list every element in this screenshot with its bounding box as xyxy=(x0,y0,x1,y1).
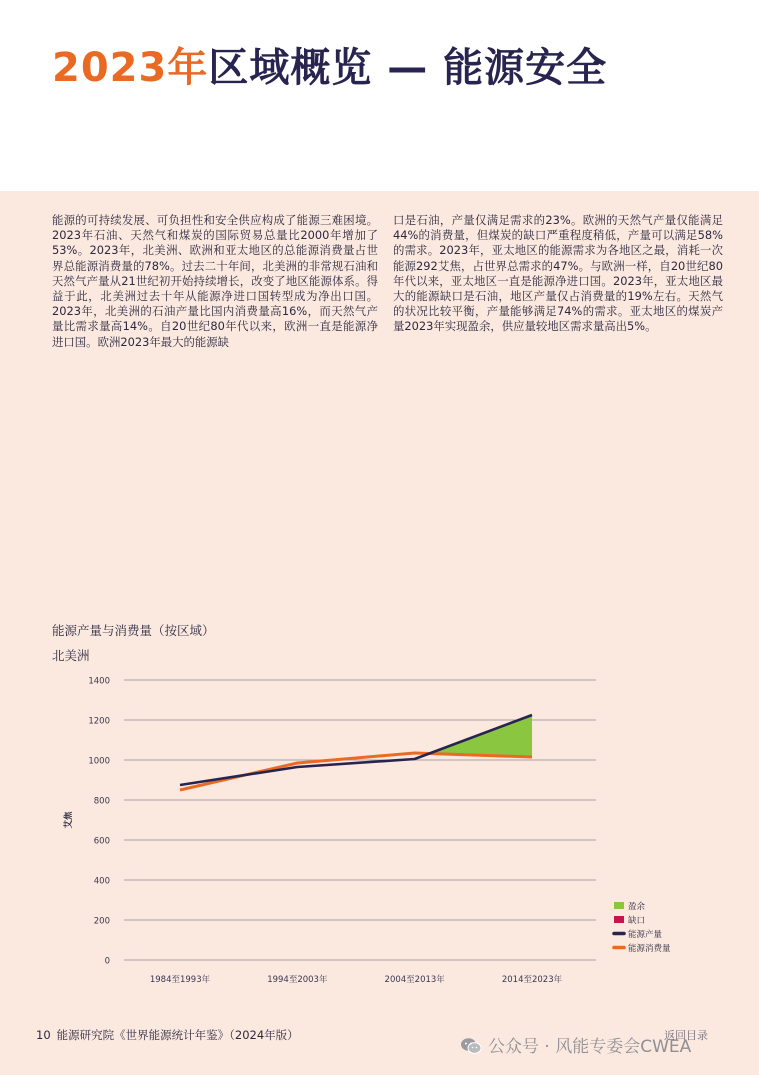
y-tick-label: 0 xyxy=(104,956,110,967)
watermark xyxy=(460,1032,691,1057)
legend-label: 能源消费量 xyxy=(628,944,671,954)
x-tick-label: 1984至1993年 xyxy=(149,975,211,985)
y-tick-label: 1000 xyxy=(88,756,110,767)
wechat-icon xyxy=(460,1037,482,1055)
page-number: 10 xyxy=(36,1028,51,1042)
body-text-left: 能源的可持续发展、可负担性和安全供应构成了能源三难困境。2023年石油、天然气和煤炭的国际贸易总量比2000年增加了53%。2023年，北美洲、欧洲和亚太地区的总能源消费量占世界总能源消费量的78%。过去二十年间，北美洲的非常规石油和天然气产量从21世纪初开始持续增长，改变了地区能源体系。得益于此，北美洲过去十年从能源净进口国转型成为净出口国。2023年，北美洲的石油产量比国内消费量高16%，而天然气产量比需求量高14%。自20世纪80年代以来，欧洲一直是能源净进口国。欧洲2023年最大的能源缺 xyxy=(52,213,378,349)
footer xyxy=(36,1027,299,1043)
y-tick-label: 400 xyxy=(93,876,110,887)
y-tick-label: 1200 xyxy=(88,716,110,727)
title-text: 区域概览 — 能源安全 xyxy=(208,45,608,91)
legend-swatch xyxy=(614,916,624,923)
energy-chart xyxy=(0,660,759,1000)
chart-subtitle: 北美洲 xyxy=(52,648,90,663)
legend-label: 能源产量 xyxy=(628,930,663,940)
watermark-text: 公众号 · 风能专委会CWEA xyxy=(488,1037,692,1057)
legend-label: 缺口 xyxy=(628,916,646,926)
title-year: 2023年 xyxy=(52,45,209,91)
chart-title: 能源产量与消费量（按区域） xyxy=(52,623,215,638)
legend-swatch xyxy=(614,902,624,909)
publication-name: 能源研究院《世界能源统计年鉴》（2024年版） xyxy=(56,1028,299,1042)
y-tick-label: 600 xyxy=(93,836,110,847)
consumption-line xyxy=(180,753,532,790)
x-tick-label: 1994至2003年 xyxy=(267,975,328,985)
page-title xyxy=(52,40,607,96)
y-tick-label: 1400 xyxy=(88,676,110,687)
legend-label: 盈余 xyxy=(628,902,646,912)
y-axis-label: 艾焦 xyxy=(64,811,74,829)
x-tick-label: 2014至2023年 xyxy=(501,975,563,985)
back-to-contents-link[interactable]: 返回目录 xyxy=(664,1029,708,1042)
y-tick-label: 200 xyxy=(93,916,110,927)
body-text-right: 口是石油，产量仅满足需求的23%。欧洲的天然气产量仅能满足44%的消费量，但煤炭的缺口严重程度稍低，产量可以满足58%的需求。2023年，亚太地区的能源需求为各地区之最，消耗一次能源292艾焦，占世界总需求的47%。与欧洲一样，自20世纪80年代以来，亚太地区一直是能源净进口国。2023年，亚太地区最大的能源缺口是石油，地区产量仅占消费量的19%左右。天然气的状况比较平衡，产量能够满足74%的需求。亚太地区的煤炭产量2023年实现盈余，供应量较地区需求量高出5%。 xyxy=(393,213,723,334)
y-tick-label: 800 xyxy=(93,796,110,807)
x-tick-label: 2004至2013年 xyxy=(384,975,445,985)
